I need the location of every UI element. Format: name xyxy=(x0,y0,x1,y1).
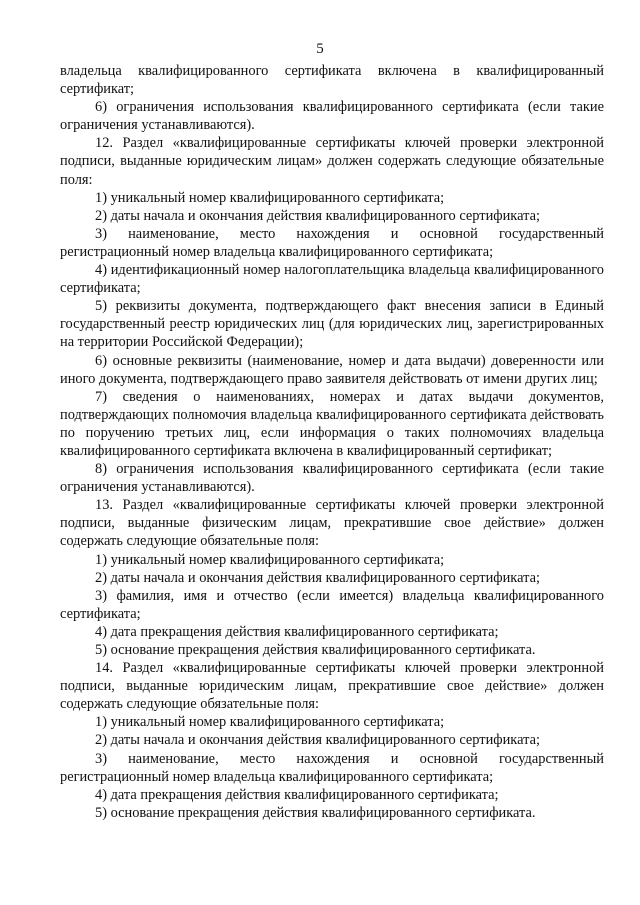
list-item: 3) фамилия, имя и отчество (если имеется) владельца квалифицированного сертификата; xyxy=(60,587,604,622)
page-number: 5 xyxy=(316,41,324,57)
list-item: 1) уникальный номер квалифицированного сертификата; xyxy=(95,189,445,206)
list-item: 2) даты начала и окончания действия квалифицированного сертификата; xyxy=(95,732,540,749)
list-item: 5) основание прекращения действия квалифицированного сертификата. xyxy=(95,642,536,658)
list-item: 3) наименование, место нахождения и основной государственный регистрационный номер владельца квалифицированного сертификата; xyxy=(60,225,604,260)
list-item: 4) дата прекращения действия квалифицированного сертификата; xyxy=(95,623,499,640)
list-item: 4) идентификационный номер налогоплательщика владельца квалифицированного сертификата; xyxy=(60,262,604,297)
list-item: 1) уникальный номер квалифицированного сертификата; xyxy=(95,714,445,731)
paragraph: владельца квалифицированного сертификата включена в квалифицированный сертификат; xyxy=(60,63,604,98)
list-item: 7) сведения о наименованиях, номерах и датах выдачи документов, подтверждающих полномочия владельца квалифицированного сертификата действовать по поручению третьих лиц, если информация о таких полномочиях владельца квалифицированного сертификата включена в квалифицированный сертификат; xyxy=(60,388,604,459)
list-item: 3) наименование, место нахождения и основной государственный регистрационный номер владельца квалифицированного сертификата; xyxy=(60,750,604,785)
list-item: 2) даты начала и окончания действия квалифицированного сертификата; xyxy=(95,207,540,224)
list-item: 6) основные реквизиты (наименование, номер и дата выдачи) доверенности или иного документа, подтверждающего право заявителя действовать от имени других лиц; xyxy=(60,352,604,387)
document-body xyxy=(60,62,604,822)
list-item: 5) основание прекращения действия квалифицированного сертификата. xyxy=(95,804,536,821)
list-item: 8) ограничения использования квалифицированного сертификата (если такие ограничения устанавливаются). xyxy=(60,461,604,496)
section-12-heading: 12. Раздел «квалифицированные сертификаты ключей проверки электронной подписи, выданные юридическим лицам» должен содержать следующие обязательные поля: xyxy=(60,135,604,188)
section-14-heading: 14. Раздел «квалифицированные сертификаты ключей проверки электронной подписи, выданные юридическим лицам, прекратившие свое действие» должен содержать следующие обязательные поля: xyxy=(60,660,604,713)
list-item: 1) уникальный номер квалифицированного сертификата; xyxy=(95,551,445,568)
list-item: 5) реквизиты документа, подтверждающего факт внесения записи в Единый государственный реестр юридических лиц (для юридических лиц, зарегистрированных на территории Российской Федерации); xyxy=(60,298,604,351)
section-13-heading: 13. Раздел «квалифицированные сертификаты ключей проверки электронной подписи, выданные физическим лицам, прекратившие свое действие» должен содержать следующие обязательные поля: xyxy=(60,497,604,550)
list-item: 4) дата прекращения действия квалифицированного сертификата; xyxy=(95,786,499,803)
list-item: 2) даты начала и окончания действия квалифицированного сертификата; xyxy=(95,569,540,586)
paragraph: 6) ограничения использования квалифицированного сертификата (если такие ограничения устанавливаются). xyxy=(60,99,604,134)
